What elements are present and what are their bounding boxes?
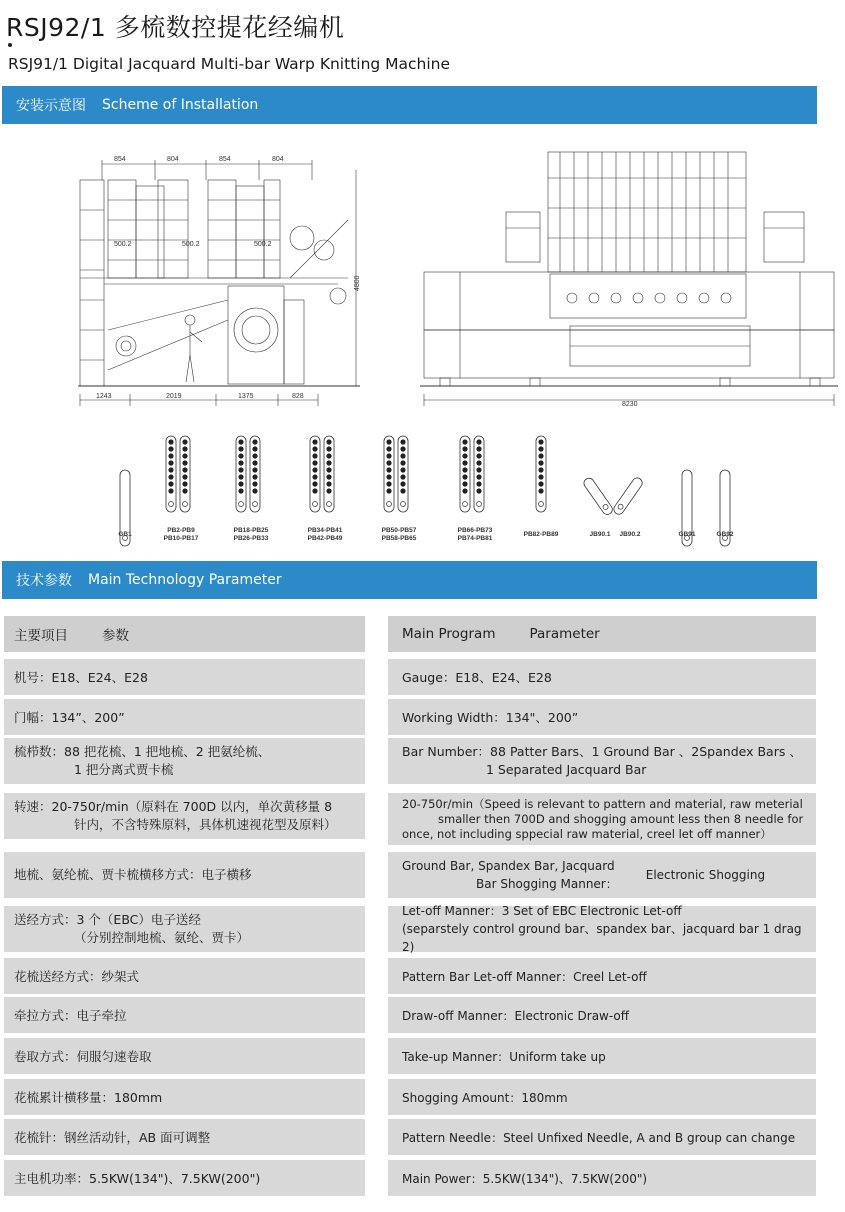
dim-bottom-4: 828 (292, 393, 304, 400)
param-right-shog (388, 852, 816, 898)
section-parameters-header (2, 561, 817, 599)
param-left-width (4, 699, 365, 735)
bar-label-pb34: PB34-PB41 (307, 527, 343, 534)
param-right-drawoff (388, 997, 816, 1033)
bar-pb58-shape (398, 436, 408, 512)
bar-label-jb901: JB90.1 (589, 531, 611, 538)
dim-bottom-1: 1243 (96, 393, 112, 400)
section-parameters-en: Main Technology Parameter (88, 572, 282, 588)
bar-label-pb50: PB50-PB57 (381, 527, 417, 534)
param-right-speed-line2: smaller then 700D and shogging amount less then 8 needle for (438, 811, 804, 826)
param-right-width-text: Working Width：134"、200” (402, 710, 579, 725)
dim-top-3: 854 (219, 156, 231, 163)
bar-label-pb10: PB10-PB17 (163, 535, 199, 542)
param-right-bars-line2: 1 Separated Jacquard Bar (486, 762, 647, 777)
param-right-header (388, 616, 816, 652)
param-right-power-text: Main Power：5.5KW(134")、7.5KW(200") (402, 1171, 648, 1186)
param-right-drawoff-text: Draw-off Manner：Electronic Draw-off (402, 1008, 630, 1023)
param-right-letoff (388, 906, 816, 952)
bar-pb2-shape (166, 436, 176, 512)
param-left-width-text: 门幅：134”、200” (14, 710, 125, 725)
param-right-letoff-line2: (separstely control ground bar、spandex bar、jacquard bar 1 drag 2) (402, 922, 802, 954)
param-right-shog-line1: Ground Bar, Spandex Bar, Jacquard (402, 859, 615, 873)
dim-bottom-2: 2019 (166, 393, 182, 400)
section-installation-header (2, 86, 817, 124)
param-right-takeup-text: Take-up Manner：Uniform take up (402, 1049, 606, 1064)
param-left-drawoff (4, 997, 365, 1033)
bar-label-pb42: PB42-PB49 (307, 535, 343, 542)
param-right-letoff-line1: Let-off Manner：3 Set of EBC Electronic Let-off (402, 904, 682, 918)
bar-pb26-shape (250, 436, 260, 512)
param-right-pattern-letoff-text: Pattern Bar Let-off Manner：Creel Let-off (402, 969, 647, 984)
bar-pb82-shape (536, 436, 546, 512)
bar-pb74-shape (474, 436, 484, 512)
dim-bar-2: 500.2 (182, 241, 200, 248)
param-right-width (388, 699, 816, 735)
param-right-speed-line1: 20-750r/min（Speed is relevant to pattern and material, raw meterial (402, 796, 803, 811)
section-installation-en: Scheme of Installation (102, 97, 259, 113)
param-left-letoff-line2: （分别控制地梳、氨纶、贾卡） (74, 930, 250, 945)
bar-pb66-shape (460, 436, 470, 512)
param-right-speed (388, 793, 816, 845)
dim-bar-3: 500.2 (254, 241, 272, 248)
param-left-speed (4, 793, 365, 839)
param-left-shog-text: 地梳、氨纶梳、贾卡梳横移方式：电子横移 (14, 867, 252, 882)
bar-pb50-shape (384, 436, 394, 512)
param-left-bars-line2: 1 把分离式贾卡梳 (74, 762, 174, 777)
dim-top-1: 854 (114, 156, 126, 163)
param-left-needle (4, 1119, 365, 1155)
dim-bottom-3: 1375 (238, 393, 254, 400)
bar-label-pb74: PB74-PB81 (457, 535, 493, 542)
param-right-speed-line3: once, not including sppecial raw material, creel let off manner） (402, 826, 772, 841)
title-dot (8, 43, 12, 47)
dim-front-width: 8230 (622, 401, 638, 408)
param-right-needle-text: Pattern Needle：Steel Unfixed Needle, A and B group can change (402, 1130, 796, 1145)
param-right-needle (388, 1119, 816, 1155)
param-left-speed-line2: 针内，不含特殊原料，具体机速视花型及原料） (74, 817, 337, 832)
bar-pb10-shape (180, 436, 190, 512)
param-right-shog-amount (388, 1079, 816, 1115)
param-right-pattern-letoff (388, 958, 816, 994)
bar-label-gb91: GB91 (678, 531, 696, 538)
param-right-gauge (388, 659, 816, 695)
param-left-needle-text: 花梳针：钢丝活动针，AB 面可调整 (14, 1130, 211, 1145)
bar-label-pb66: PB66-PB73 (457, 527, 493, 534)
param-left-header (4, 616, 365, 652)
bar-label-gb1: GB1 (118, 531, 132, 538)
param-left-gauge-text: 机号：E18、E24、E28 (14, 670, 148, 685)
side-view-drawing (78, 150, 368, 408)
bar-label-pb58: PB58-PB65 (381, 535, 417, 542)
dim-top-2: 804 (167, 156, 179, 163)
param-left-shog (4, 852, 365, 898)
bar-jb901-shape (582, 476, 614, 516)
dim-height: 4800 (354, 275, 361, 291)
dim-top-4: 804 (272, 156, 284, 163)
param-left-takeup-text: 卷取方式：伺服匀速卷取 (14, 1049, 152, 1064)
bar-pb18-shape (236, 436, 246, 512)
section-parameters-cn: 技术参数 (16, 573, 72, 589)
param-left-power (4, 1160, 365, 1196)
param-left-gauge (4, 659, 365, 695)
bar-label-pb18: PB18-PB25 (233, 527, 269, 534)
param-left-letoff-line1: 送经方式：3 个（EBC）电子送经 (14, 912, 201, 927)
param-left-letoff (4, 906, 365, 952)
param-left-bars (4, 738, 365, 784)
param-left-bars-line1: 梳栉数：88 把花梳、1 把地梳、2 把氨纶梳、 (14, 744, 271, 759)
bar-pb42-shape (324, 436, 334, 512)
page-subtitle: RSJ91/1 Digital Jacquard Multi-bar Warp Knitting Machine (8, 55, 451, 73)
param-left-pattern-letoff-text: 花梳送经方式：纱架式 (14, 969, 140, 984)
param-left-drawoff-text: 牵拉方式：电子牵拉 (14, 1008, 127, 1023)
param-left-power-text: 主电机功率：5.5KW(134")、7.5KW(200") (14, 1171, 261, 1186)
bar-pb34-shape (310, 436, 320, 512)
param-right-bars-line1: Bar Number：88 Patter Bars、1 Ground Bar 、2Spandex Bars 、 (402, 744, 802, 759)
param-left-head-1: 主要项目 (14, 628, 68, 644)
bar-jb902-shape (612, 476, 644, 516)
param-left-takeup (4, 1038, 365, 1074)
bar-label-jb902: JB90.2 (619, 531, 641, 538)
param-left-shog-amount-text: 花梳累计横移量：180mm (14, 1090, 163, 1105)
param-right-head-1: Main Program (402, 626, 496, 642)
param-right-takeup (388, 1038, 816, 1074)
bar-label-pb26: PB26-PB33 (233, 535, 269, 542)
param-right-gauge-text: Gauge：E18、E24、E28 (402, 670, 552, 685)
bar-label-pb2: PB2-PB9 (167, 527, 195, 534)
param-right-shog-value: Electronic Shogging (645, 868, 766, 882)
dim-bar-1: 500.2 (114, 241, 132, 248)
bar-label-gb92: GB92 (716, 531, 734, 538)
front-view-drawing (420, 148, 838, 410)
bar-label-pb82: PB82-PB89 (523, 531, 559, 538)
param-left-speed-line1: 转速：20-750r/min（原料在 700D 以内，单次黄移量 8 (14, 799, 333, 814)
param-right-shog-line2: Bar Shogging Manner： (476, 877, 618, 891)
section-installation-cn: 安装示意图 (16, 98, 86, 114)
page-title: RSJ92/1 多梳数控提花经编机 (6, 13, 345, 42)
param-right-head-2: Parameter (529, 626, 600, 642)
guide-bar-diagram (100, 432, 750, 552)
param-left-shog-amount (4, 1079, 365, 1115)
param-right-bars (388, 738, 816, 784)
param-left-head-2: 参数 (102, 628, 129, 644)
param-right-power (388, 1160, 816, 1196)
param-right-shog-amount-text: Shogging Amount：180mm (402, 1090, 568, 1105)
param-left-pattern-letoff (4, 958, 365, 994)
